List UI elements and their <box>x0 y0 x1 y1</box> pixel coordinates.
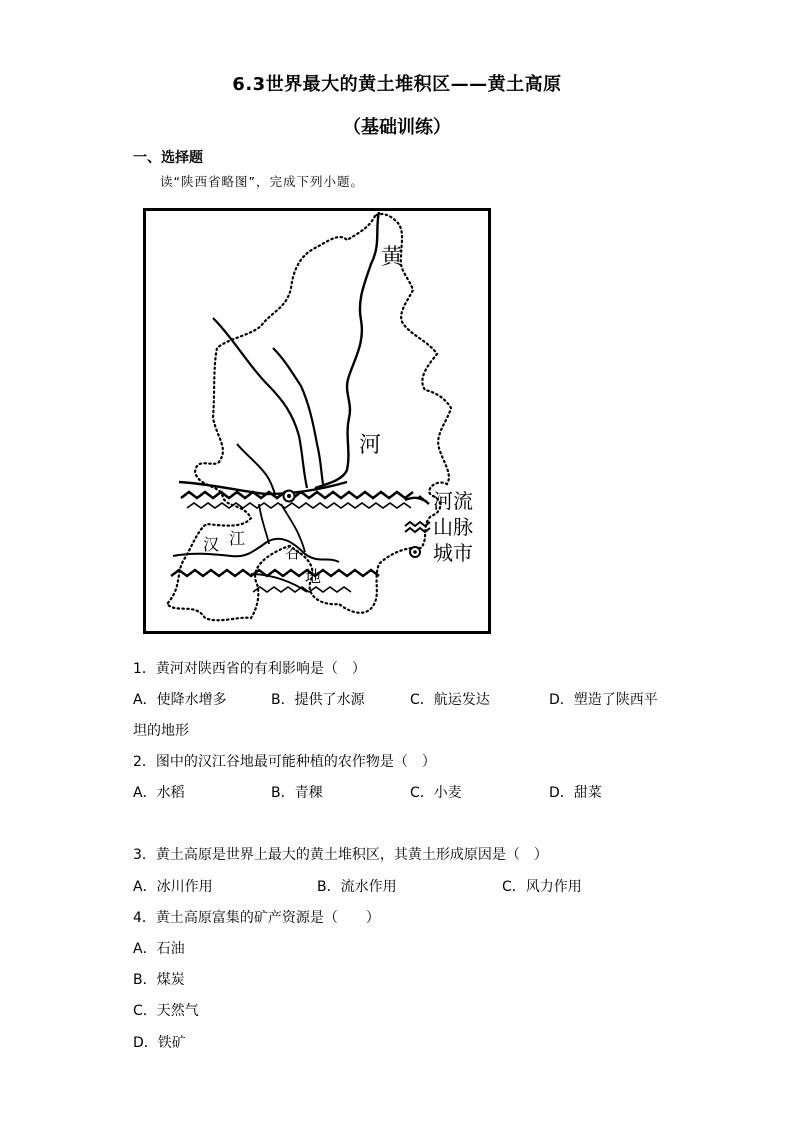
question-1-option-c[interactable]: C．航运发达 <box>410 692 490 708</box>
legend-city-label: 城市 <box>433 541 473 565</box>
question-2-option-a[interactable]: A．水稻 <box>133 785 185 801</box>
question-3-option-a[interactable]: A．冰川作用 <box>133 879 213 895</box>
legend-river-label: 河流 <box>433 489 473 513</box>
question-1-option-b[interactable]: B．提供了水源 <box>271 692 365 708</box>
question-1-option-d[interactable]: D．塑造了陕西平 <box>549 692 658 708</box>
question-4-option-a[interactable]: A．石油 <box>133 941 185 957</box>
question-4-option-b[interactable]: B．煤炭 <box>133 972 185 988</box>
question-4-option-c[interactable]: C．天然气 <box>133 1003 199 1019</box>
instruction-text: 读“陕西省略图”，完成下列小题。 <box>160 174 364 189</box>
question-2-option-b[interactable]: B．青稞 <box>271 785 323 801</box>
page-subtitle: （基础训练） <box>343 117 451 138</box>
question-3-stem: 3．黄土高原是世界上最大的黄土堆积区，其黄土形成原因是（ ） <box>133 847 548 863</box>
question-2-option-c[interactable]: C．小麦 <box>410 785 462 801</box>
map-label-gu: 谷 <box>285 543 302 562</box>
legend-mountain-label: 山脉 <box>433 515 473 539</box>
question-1-option-a[interactable]: A．使降水增多 <box>133 692 227 708</box>
question-4-option-d[interactable]: D．铁矿 <box>133 1035 186 1051</box>
page-title: 6.3世界最大的黄土堆积区——黄土高原 <box>232 74 562 95</box>
question-3-option-b[interactable]: B．流水作用 <box>317 879 397 895</box>
shaanxi-map <box>143 208 491 634</box>
map-label-di: 地 <box>305 567 322 586</box>
question-3-option-c[interactable]: C．风力作用 <box>502 879 582 895</box>
question-1-option-d-continuation: 坦的地形 <box>133 723 189 739</box>
question-2-stem: 2．图中的汉江谷地最可能种植的农作物是（ ） <box>133 754 436 770</box>
map-label-jiang: 江 <box>229 529 246 548</box>
map-label-he: 河 <box>359 433 382 458</box>
question-1-stem: 1．黄河对陕西省的有利影响是（ ） <box>133 661 366 677</box>
section-heading: 一、选择题 <box>133 150 203 166</box>
map-label-huang: 黄 <box>381 245 404 270</box>
question-4-stem: 4．黄土高原富集的矿产资源是（ ） <box>133 910 380 926</box>
question-2-option-d[interactable]: D．甜菜 <box>549 785 602 801</box>
map-label-han: 汉 <box>203 535 220 554</box>
